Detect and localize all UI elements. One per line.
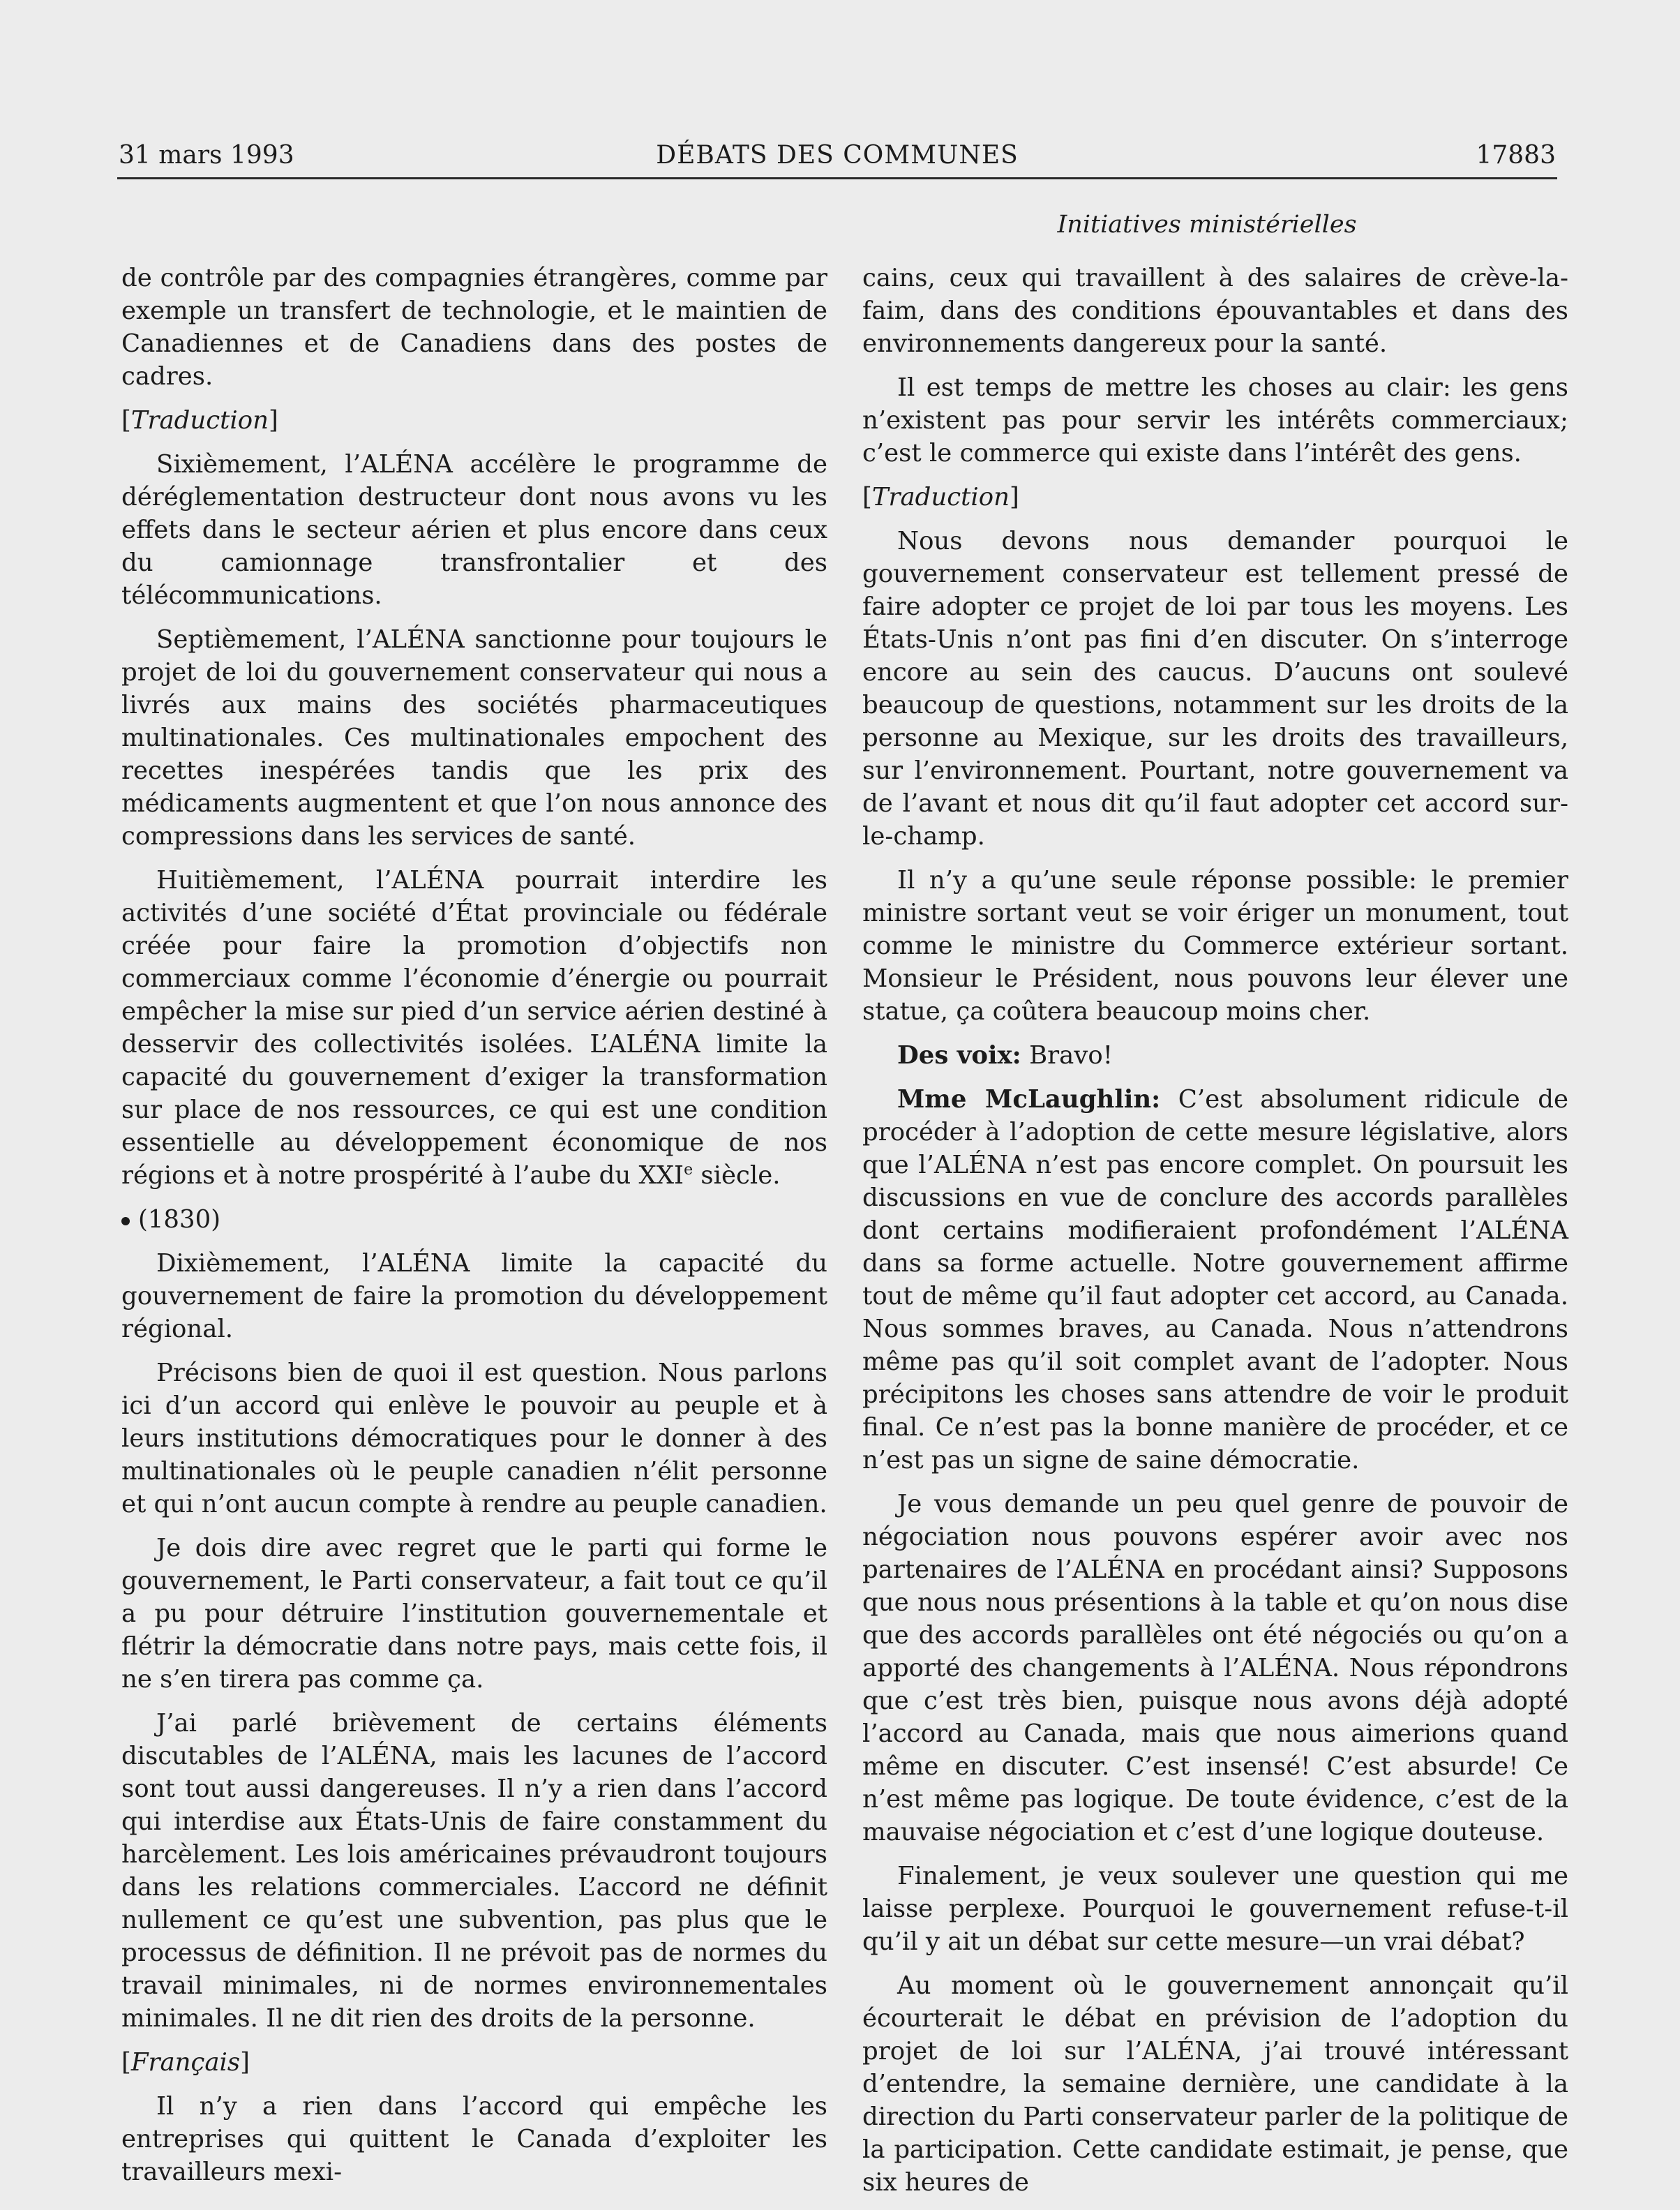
speech <box>862 1039 1568 1072</box>
page-number: 17883 <box>1476 141 1556 170</box>
paragraph: cains, ceux qui travaillent à des salaires de crève-la-faim, dans des conditions épouvantables et dans des environnements dangereux pour la santé. <box>862 264 1568 358</box>
paragraph <box>121 864 827 1192</box>
paragraph: Nous devons nous demander pourquoi le gouvernement conservateur est tellement pressé de faire adopter ce projet de loi par tous les moyens. Les États-Unis n’ont pas fini d’en discuter. On s’interroge encore au sein des caucus. D’aucuns ont soulevé beaucoup de questions, notamment sur les droits de la personne au Mexique, sur les droits des travailleurs, sur l’environnement. Pourtant, notre gouvernement va de l’avant et nous dit qu’il faut adopter cet accord sur-le-champ. <box>862 527 1568 851</box>
paragraph: Précisons bien de quoi il est question. Nous parlons ici d’un accord qui enlève le pouvoir au peuple et à leurs institutions démocratiques pour le donner à des multinationales où le peuple canadien n’élit personne et qui n’ont aucun compte à rendre au peuple canadien. <box>121 1359 827 1518</box>
timestamp <box>121 1203 827 1236</box>
paragraph: Dixièmement, l’ALÉNA limite la capacité du gouvernement de faire la promotion du développement régional. <box>121 1249 827 1343</box>
paragraph: Sixièmement, l’ALÉNA accélère le programme de déréglementation destructeur dont nous avons vu les effets dans le secteur aérien et plus encore dans ceux du camionnage transfrontalier et des télécommunications. <box>121 450 827 610</box>
page-header <box>119 141 1556 177</box>
paragraph: Je dois dire avec regret que le parti qui forme le gouvernement, le Parti conservateur, a fait tout ce qu’il a pu pour détruire l’institution gouvernementale et flétrir la démocratie dans notre pays, mais cette fois, il ne s’en tirera pas comme ça. <box>121 1534 827 1694</box>
speaker-name: Mme McLaughlin: <box>897 1085 1161 1114</box>
speech-text: Bravo! <box>1021 1041 1113 1070</box>
language-marker: [Traduction] <box>121 406 278 435</box>
paragraph: Septièmement, l’ALÉNA sanctionne pour toujours le projet de loi du gouvernement conservateur qui nous a livrés aux mains des sociétés pharmaceutiques multinationales. Ces multinationales empochent des recettes inespérées tandis que les prix des médicaments augmentent et que l’on nous annonce des compressions dans les services de santé. <box>121 625 827 851</box>
superscript: e <box>684 1161 693 1179</box>
left-column <box>121 262 827 2200</box>
paragraph: Il est temps de mettre les choses au clair: les gens n’existent pas pour servir les intérêts commerciaux; c’est le commerce qui existe dans l’intérêt des gens. <box>862 373 1568 468</box>
paragraph-text: Huitièmement, l’ALÉNA pourrait interdire les activités d’une société d’État provinciale ou fédérale créée pour faire la promotion d’objectifs non commerciaux comme l’économie d’énergie ou pourrait empêcher la mise sur pied d’un service aérien destiné à desservir des collectivités isolées. L’ALÉNA limite la capacité du gouvernement d’exiger la transformation sur place de nos ressources, ce qui est une condition essentielle au développement économique de nos régions et à notre prospérité à l’aube du XXI <box>121 866 827 1190</box>
timestamp-text: (1830) <box>138 1205 221 1234</box>
language-marker-text: Traduction <box>871 483 1010 512</box>
header-rule <box>117 177 1557 179</box>
paragraph: Au moment où le gouvernement annonçait qu’il écourterait le débat en prévision de l’adoption du projet de loi sur l’ALÉNA, j’ai trouvé intéressant d’entendre, la semaine dernière, une candidate à la direction du Parti conservateur parler de la politique de la participation. Cette candidate estimait, je pense, que six heures de <box>862 1971 1568 2197</box>
header-title: DÉBATS DES COMMUNES <box>656 141 1019 170</box>
speaker-name: Des voix: <box>897 1041 1021 1070</box>
bullet-icon <box>121 1217 130 1225</box>
paragraph: J’ai parlé brièvement de certains éléments discutables de l’ALÉNA, mais les lacunes de l’accord sont tout aussi dangereuses. Il n’y a rien dans l’accord qui interdise aux États-Unis de faire constamment du harcèlement. Les lois américaines prévaudront toujours dans les relations commerciales. L’accord ne définit nullement ce qu’est une subvention, pas plus que le processus de définition. Il ne prévoit pas de normes du travail minimales, ni de normes environnementales minimales. Il ne dit rien des droits de la personne. <box>121 1709 827 2033</box>
paragraph: Je vous demande un peu quel genre de pouvoir de négociation nous pouvons espérer avoir avec nos partenaires de l’ALÉNA en procédant ainsi? Supposons que nous nous présentions à la table et qu’on nous dise que des accords parallèles ont été négociés ou qu’on a apporté des changements à l’ALÉNA. Nous répondrons que c’est très bien, puisque nous avons déjà adopté l’accord au Canada, mais que nous aimerions quand même en discuter. C’est insensé! C’est absurde! Ce n’est même pas logique. De toute évidence, c’est de la mauvaise négociation et c’est d’une logique douteuse. <box>862 1490 1568 1846</box>
paragraph: de contrôle par des compagnies étrangères, comme par exemple un transfert de technologie, et le maintien de Canadiennes et de Canadiens dans des postes de cadres. <box>121 264 827 391</box>
speech <box>862 1083 1568 1477</box>
language-marker-text: Traduction <box>130 406 269 435</box>
right-column <box>862 262 1568 2210</box>
paragraph: Il n’y a rien dans l’accord qui empêche les entreprises qui quittent le Canada d’exploiter les travailleurs mexi- <box>121 2092 827 2186</box>
paragraph: Il n’y a qu’une seule réponse possible: le premier ministre sortant veut se voir ériger un monument, tout comme le ministre du Commerce extérieur sortant. Monsieur le Président, nous pouvons leur élever une statue, ça coûtera beaucoup moins cher. <box>862 866 1568 1026</box>
speech-text: C’est absolument ridicule de procéder à l’adoption de cette mesure législative, alors que l’ALÉNA n’est pas encore complet. On poursuit les discussions en vue de conclure des accords parallèles dont certains modifieraient profondément l’ALÉNA dans sa forme actuelle. Notre gouvernement affirme tout de même qu’il faut adopter cet accord, au Canada. Nous sommes braves, au Canada. Nous n’attendrons même pas qu’il soit complet avant de l’adopter. Nous précipitons les choses sans attendre de voir le produit final. Ce n’est pas la bonne manière de procéder, et ce n’est pas un signe de saine démocratie. <box>862 1085 1568 1474</box>
language-marker: [Traduction] <box>862 483 1019 512</box>
language-marker: [Français] <box>121 2048 250 2077</box>
section-heading: Initiatives ministérielles <box>1057 211 1357 239</box>
header-date: 31 mars 1993 <box>119 141 294 170</box>
paragraph: Finalement, je veux soulever une question qui me laisse perplexe. Pourquoi le gouvernement refuse-t-il qu’il y ait un débat sur cette mesure—un vrai débat? <box>862 1862 1568 1956</box>
paragraph-text-end: siècle. <box>693 1161 781 1190</box>
language-marker-text: Français <box>130 2048 241 2077</box>
